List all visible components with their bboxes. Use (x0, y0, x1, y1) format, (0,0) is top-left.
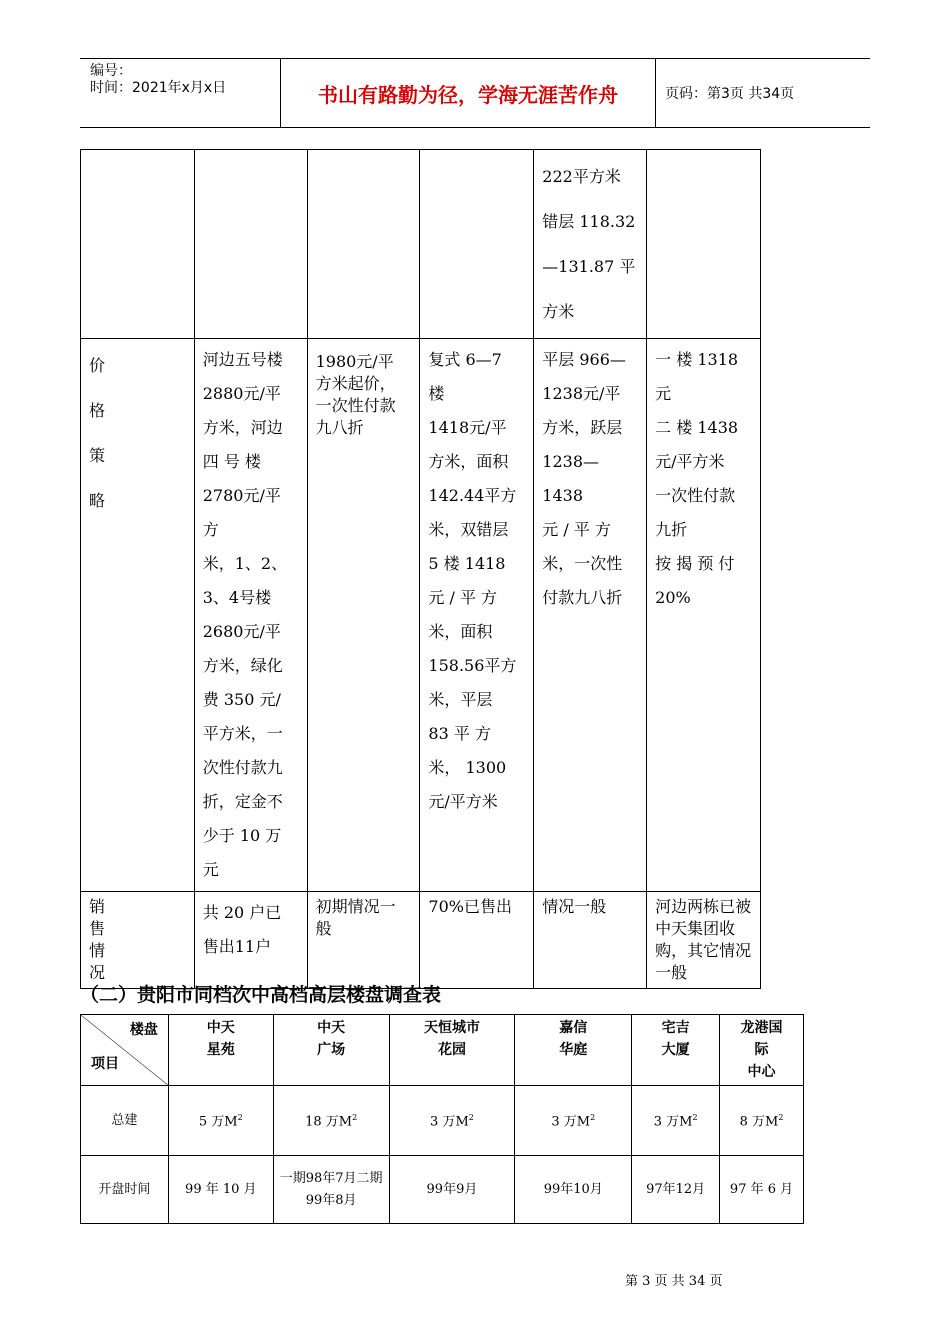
header-motto: 书山有路勤为径，学海无涯苦作舟 (280, 59, 656, 127)
project-header (632, 1015, 720, 1086)
text-line: 2680元/平 (202, 622, 281, 641)
table-cell: 97 年 6 月 (720, 1156, 804, 1224)
text-line: 宅吉 (661, 1020, 690, 1036)
text-line: 错层 118.32 (542, 212, 636, 231)
text-line: 共 20 户已 (202, 903, 282, 922)
row-label-price (81, 339, 195, 892)
text-line: 中天 (317, 1020, 346, 1036)
text-line: 方米，面积 (428, 452, 509, 471)
text-line: 20% (655, 588, 691, 607)
text-line: 1238元/平 (542, 384, 621, 403)
header-left (90, 63, 226, 97)
text-line: 价 (89, 356, 106, 375)
table-cell (534, 150, 647, 339)
text-line: 方米，跃层 (542, 418, 623, 437)
text-line: 158.56平方 (428, 656, 517, 675)
table-cell (534, 339, 647, 892)
table-cell (647, 339, 761, 892)
text-line: 元/平方米 (428, 792, 498, 811)
text-line: 河边五号楼 (202, 350, 283, 369)
table-row (81, 1156, 804, 1224)
text-line: 少于 10 万 (202, 826, 282, 845)
text-line: 花园 (437, 1042, 466, 1058)
table-cell: 5 万$M^2$ (168, 1086, 273, 1156)
table-cell (307, 150, 420, 339)
table-cell: 97年12月 (632, 1156, 720, 1224)
text-line: 5 楼 1418 (428, 554, 506, 573)
text-line: 九八折 (315, 418, 364, 437)
section-title: （二）贵阳市同档次中高档高层楼盘调查表 (80, 984, 442, 1006)
text-line: 2780元/平 (202, 486, 281, 505)
project-header (168, 1015, 273, 1086)
table-cell: 99 年 10 月 (168, 1156, 273, 1224)
text-line: 略 (89, 491, 106, 510)
text-line: 米， 1300 (428, 758, 507, 777)
row-label: 开盘时间 (81, 1156, 169, 1224)
serial-label: 编号： (90, 63, 132, 79)
text-line: 折，定金不 (202, 792, 283, 811)
text-line: 方米起价， (315, 374, 396, 393)
text-line: 83 平 方 (428, 724, 491, 743)
text-line: 元 / 平 方 (428, 588, 498, 607)
project-header (273, 1015, 389, 1086)
table-cell: 一期98年7月二期99年8月 (273, 1156, 389, 1224)
table-cell: 8 万$M^2$ (720, 1086, 804, 1156)
table-header-row (81, 1015, 804, 1086)
table-cell (194, 892, 307, 989)
text-line: 嘉信 (559, 1020, 588, 1036)
text-line: 际 (754, 1042, 769, 1058)
table-cell: 3 万$M^2$ (632, 1086, 720, 1156)
table-cell: 情况一般 (534, 892, 647, 989)
table-cell: 99年10月 (515, 1156, 632, 1224)
property-comparison-table (80, 149, 761, 989)
text-line: 米，双错层 (428, 520, 509, 539)
page-header (80, 58, 870, 128)
text-line: 复式 6—7 (428, 350, 502, 369)
table-cell: 70%已售出 (420, 892, 534, 989)
text-line: 楼 (428, 384, 445, 403)
table-cell: 18 万$M^2$ (273, 1086, 389, 1156)
text-line: 销 (89, 897, 106, 916)
area-lines (542, 154, 638, 334)
text-line: 1980元/平 (315, 352, 394, 371)
text-line: 次性付款九 (202, 758, 283, 777)
table-cell (194, 150, 307, 339)
table-cell: 3 万$M^2$ (389, 1086, 515, 1156)
text-line: 四 号 楼 (202, 452, 261, 471)
text-line: 中天 (206, 1020, 235, 1036)
text-line: 天恒城市 (423, 1020, 480, 1036)
highrise-survey-table (80, 1014, 804, 1224)
row-label: 总建 (81, 1086, 169, 1156)
text-line: 中心 (747, 1064, 776, 1080)
text-line: 米，平层 (428, 690, 493, 709)
text-line: 1418元/平 (428, 418, 507, 437)
table-row (81, 339, 761, 892)
text-line: 一 楼 1318 (655, 350, 739, 369)
corner-top: 楼盘 (129, 1022, 158, 1038)
project-header (515, 1015, 632, 1086)
table-cell (420, 150, 534, 339)
text-line: 222平方米 (542, 167, 621, 186)
text-line: 平层 966— (542, 350, 626, 369)
table-cell: 99年9月 (389, 1156, 515, 1224)
text-line: 星苑 (206, 1042, 235, 1058)
text-line: 方米，绿化 (202, 656, 283, 675)
text-line: 元 / 平 方 (542, 520, 611, 539)
text-line: 况 (89, 963, 106, 982)
table-cell (194, 339, 307, 892)
text-line: 策 (89, 446, 106, 465)
text-line: 一次性付款 (315, 396, 396, 415)
text-line: 方 (202, 520, 219, 539)
text-line: 平方米，一 (202, 724, 283, 743)
table-cell (420, 339, 534, 892)
text-line: 售出11户 (202, 937, 272, 956)
text-line: 3、4号楼 (202, 588, 272, 607)
text-line: 方米，河边 (202, 418, 283, 437)
header-page-info: 页码：第3页 共34页 (665, 86, 795, 102)
text-line: 元 (655, 384, 672, 403)
table-cell: 河边两栋已被中天集团收购，其它情况一般 (647, 892, 761, 989)
text-line: 华庭 (559, 1042, 588, 1058)
time-label: 时间：2021年x月x日 (90, 80, 227, 96)
text-line: 元 (202, 860, 219, 879)
row-label-sales (81, 892, 195, 989)
text-line: 九折 (655, 520, 688, 539)
text-line: 按 揭 预 付 (655, 554, 735, 573)
text-line: 米，一次性 (542, 554, 623, 573)
text-line: 2880元/平 (202, 384, 281, 403)
table-row (81, 150, 761, 339)
text-line: 元/平方米 (655, 452, 725, 471)
text-line: 大厦 (661, 1042, 690, 1058)
table-row (81, 892, 761, 989)
text-line: 售 (89, 919, 106, 938)
text-line: —131.87 平 (542, 257, 636, 276)
text-line: 龙港国 (740, 1020, 783, 1036)
project-header (389, 1015, 515, 1086)
text-line: 二 楼 1438 (655, 418, 739, 437)
text-line: 费 350 元/ (202, 690, 281, 709)
table-row (81, 1086, 804, 1156)
corner-bottom: 项目 (91, 1056, 119, 1072)
table-cell (81, 150, 195, 339)
corner-header (81, 1015, 169, 1086)
text-line: 方米 (542, 302, 575, 321)
text-line: 一次性付款 (655, 486, 736, 505)
table-cell (307, 339, 420, 892)
text-line: 1238—1438 (542, 452, 599, 505)
text-line: 米，1、2、 (202, 554, 288, 573)
table-cell: 初期情况一般 (307, 892, 420, 989)
text-line: 情 (89, 941, 106, 960)
text-line: 格 (89, 401, 106, 420)
text-line: 广场 (317, 1042, 346, 1058)
text-line: 142.44平方 (428, 486, 517, 505)
page-footer: 第 3 页 共 34 页 (625, 1274, 723, 1289)
text-line: 米，面积 (428, 622, 493, 641)
table-cell (647, 150, 761, 339)
project-header (720, 1015, 804, 1086)
table-cell: 3 万$M^2$ (515, 1086, 632, 1156)
text-line: 付款九八折 (542, 588, 623, 607)
